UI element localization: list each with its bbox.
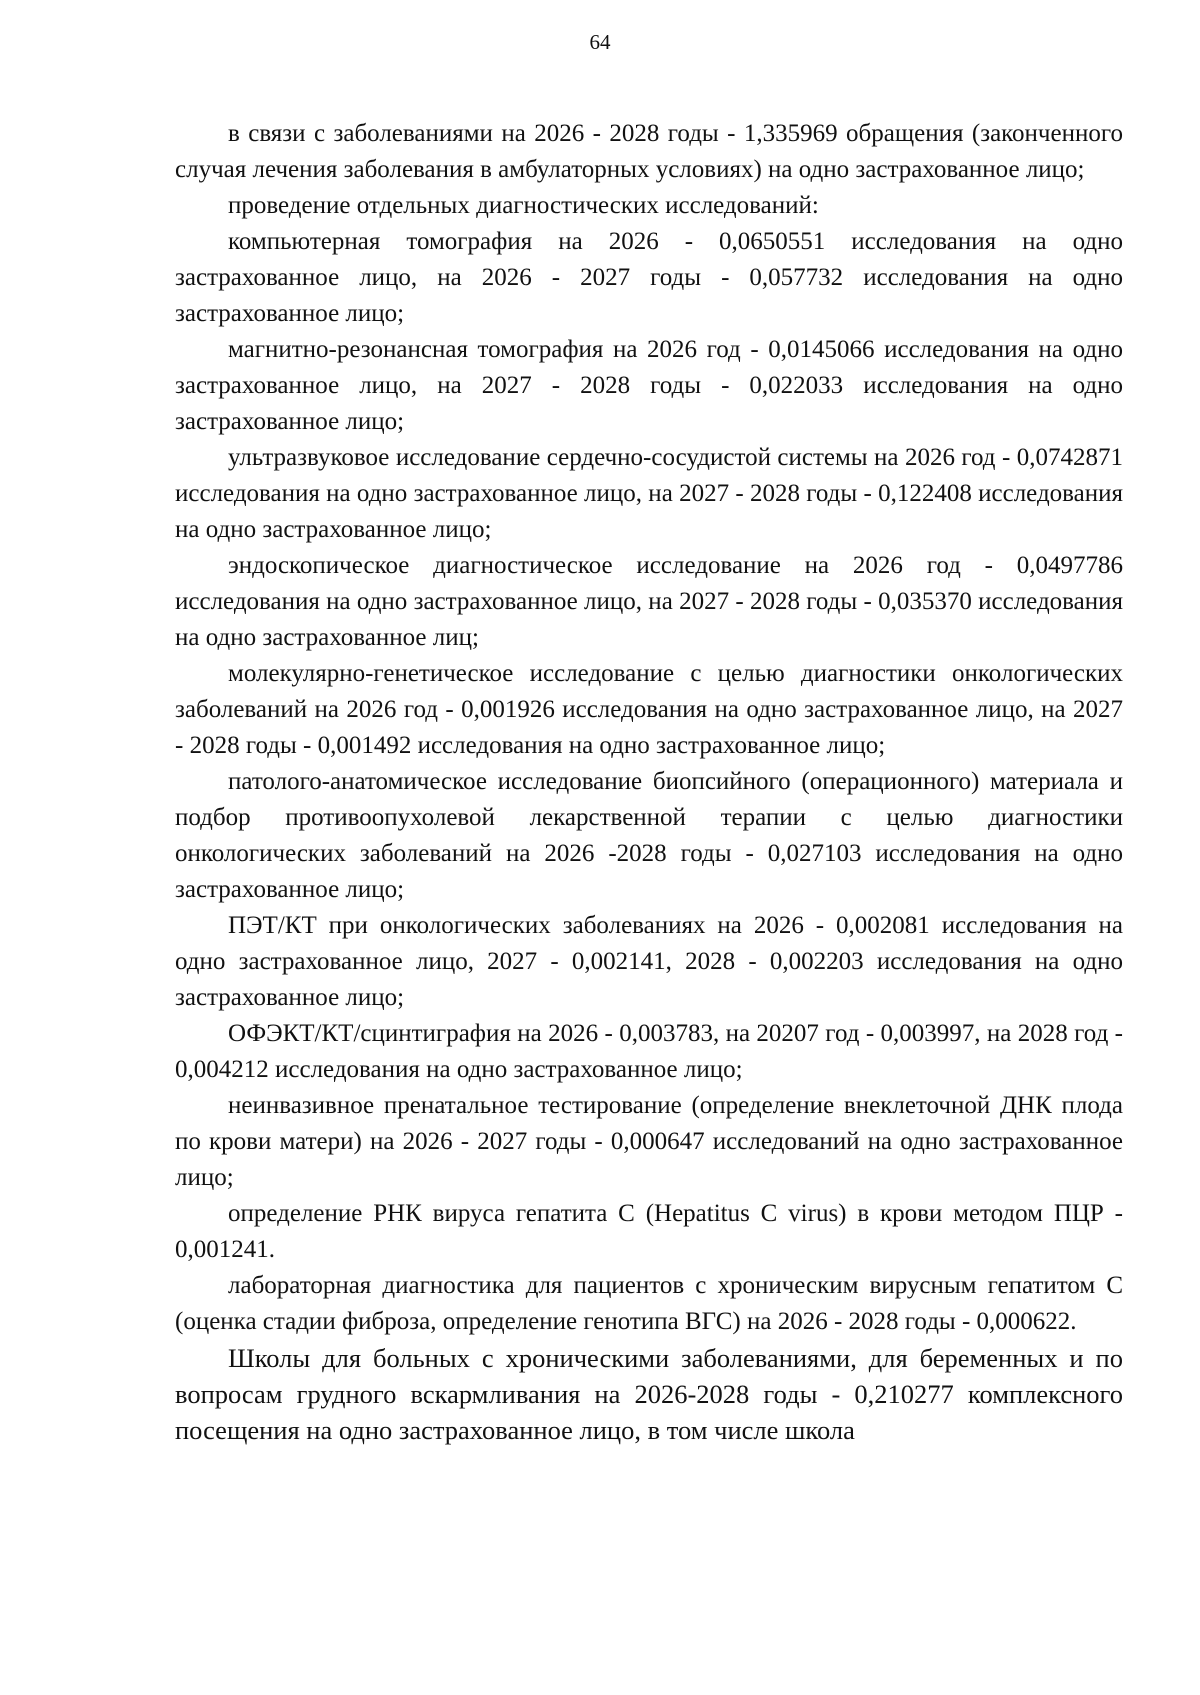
paragraph-ambulatory-visits: в связи с заболеваниями на 2026 - 2028 годы - 1,335969 обращения (законченного случая лечения заболевания в амбулаторных условиях) на одно застрахованное лицо; <box>175 120 1123 183</box>
paragraph-prenatal-testing: неинвазивное пренатальное тестирование (определение внеклеточной ДНК плода по крови матери) на 2026 - 2027 годы - 0,000647 исследований на одно застрахованное лицо; <box>175 1092 1123 1191</box>
paragraph-spect-ct: ОФЭКТ/КТ/сцинтиграфия на 2026 - 0,003783, на 20207 год - 0,003997, на 2028 год - 0,004212 исследования на одно застрахованное лицо; <box>175 1020 1123 1083</box>
paragraph-schools: Школы для больных с хроническими заболеваниями, для беременных и по вопросам грудного вскармливания на 2026-2028 годы - 0,210277 комплексного посещения на одно застрахованное лицо, в том числе школа <box>175 1343 1123 1445</box>
paragraph-pet-ct: ПЭТ/КТ при онкологических заболеваниях на 2026 - 0,002081 исследования на одно застрахованное лицо, 2027 - 0,002141, 2028 - 0,002203 исследования на одно застрахованное лицо; <box>175 912 1123 1011</box>
paragraph-diagnostics-heading: проведение отдельных диагностических исследований: <box>228 192 819 219</box>
paragraph-pathology: патолого-анатомическое исследование биопсийного (операционного) материала и подбор противоопухолевой лекарственной терапии с целью диагностики онкологических заболеваний на 2026 -2028 годы - 0,027103 исследования на одно застрахованное лицо; <box>175 768 1123 903</box>
paragraph-mri: магнитно-резонансная томография на 2026 год - 0,0145066 исследования на одно застрахованное лицо, на 2027 - 2028 годы - 0,022033 исследования на одно застрахованное лицо; <box>175 336 1123 435</box>
document-body <box>175 116 1123 1448</box>
paragraph-hepatitis-lab: лабораторная диагностика для пациентов с хроническим вирусным гепатитом С (оценка стадии фиброза, определение генотипа ВГС) на 2026 - 2028 годы - 0,000622. <box>175 1272 1123 1335</box>
paragraph-ultrasound: ультразвуковое исследование сердечно-сосудистой системы на 2026 год - 0,0742871 исследования на одно застрахованное лицо, на 2027 - 2028 годы - 0,122408 исследования на одно застрахованное лицо; <box>175 444 1123 543</box>
page-number: 64 <box>589 30 611 54</box>
paragraph-ct: компьютерная томография на 2026 - 0,0650551 исследования на одно застрахованное лицо, на 2026 - 2027 годы - 0,057732 исследования на одно застрахованное лицо; <box>175 228 1123 327</box>
paragraph-endoscopy: эндоскопическое диагностическое исследование на 2026 год - 0,0497786 исследования на одно застрахованное лицо, на 2027 - 2028 годы - 0,035370 исследования на одно застрахованное лиц; <box>175 552 1123 651</box>
paragraph-molecular-genetic: молекулярно-генетическое исследование с целью диагностики онкологических заболеваний на 2026 год - 0,001926 исследования на одно застрахованное лицо, на 2027 - 2028 годы - 0,001492 исследования на одно застрахованное лицо; <box>175 660 1123 759</box>
paragraph-hepatitis-rna: определение РНК вируса гепатита С (Hepatitus С virus) в крови методом ПЦР - 0,001241. <box>175 1200 1123 1263</box>
